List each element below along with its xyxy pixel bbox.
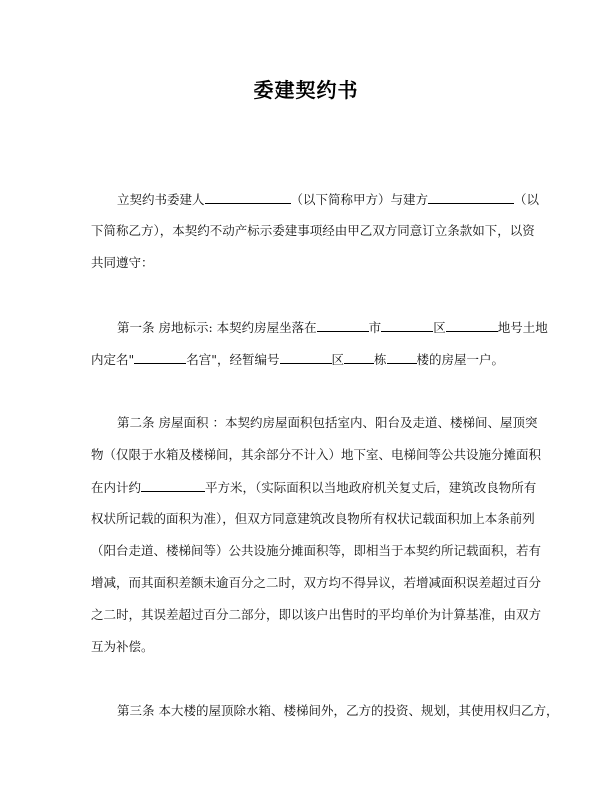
lot-number-blank[interactable] — [446, 317, 498, 332]
article-2-line-4: 权状所记载的面积为准），但双方同意建筑改良物所有权状记载面积加上本条前列 — [91, 511, 535, 526]
preamble-line-3: 共同遵守： — [91, 255, 154, 270]
document-title: 委建契约书 — [253, 78, 359, 102]
article-2-line-5: （阳台走道、楼梯间等）公共设施分摊面积等，即相当于本契约所记载面积，若有 — [91, 543, 542, 558]
article-2-line-8: 互为补偿。 — [91, 639, 154, 654]
floor-blank[interactable] — [387, 349, 417, 364]
area-blank[interactable] — [141, 477, 205, 492]
block-blank[interactable] — [344, 349, 374, 364]
article-2-line-6: 增减，而其面积差额未逾百分之二时，双方均不得异议，若增减面积误差超过百分 — [91, 575, 542, 590]
preamble-line-1: 立契约书委建人 （以下简称甲方）与建方 （以 — [117, 189, 523, 210]
article-3-line-1: 第三条 本大楼的屋顶除水箱、楼梯间外，乙方的投资、规划，其使用权归乙方， — [117, 703, 559, 718]
article-2-line-3: 在内计约 平方米，（实际面积以当地政府机关复丈后，建筑改良物所有 — [91, 477, 523, 498]
article-1-line-1: 第一条 房地标示: 本契约房屋坐落在 市 区 地号土地 — [117, 317, 523, 338]
zone-blank[interactable] — [280, 349, 332, 364]
builder-blank[interactable] — [428, 189, 514, 204]
article-1-line-2: 内定名" 名宫"，经暂编号 区 栋 楼的房屋一户。 — [91, 349, 523, 370]
principal-blank[interactable] — [205, 189, 291, 204]
building-name-blank[interactable] — [134, 349, 186, 364]
article-2-line-1: 第二条 房屋面积 ：本契约房屋面积包括室内、阳台及走道、楼梯间、屋顶突 — [117, 415, 538, 430]
district-blank[interactable] — [381, 317, 433, 332]
preamble-line-2: 下简称乙方），本契约不动产标示委建事项经由甲乙双方同意订立条款如下，以资 — [91, 223, 535, 238]
article-2-line-7: 之二时，其误差超过百分二部分，即以该户出售时的平均单价为计算基准，由双方 — [91, 607, 542, 622]
city-blank[interactable] — [317, 317, 369, 332]
article-2-line-2: 物（仅限于水箱及楼梯间，其余部分不计入）地下室、电梯间等公共设施分摊面积 — [91, 447, 542, 462]
